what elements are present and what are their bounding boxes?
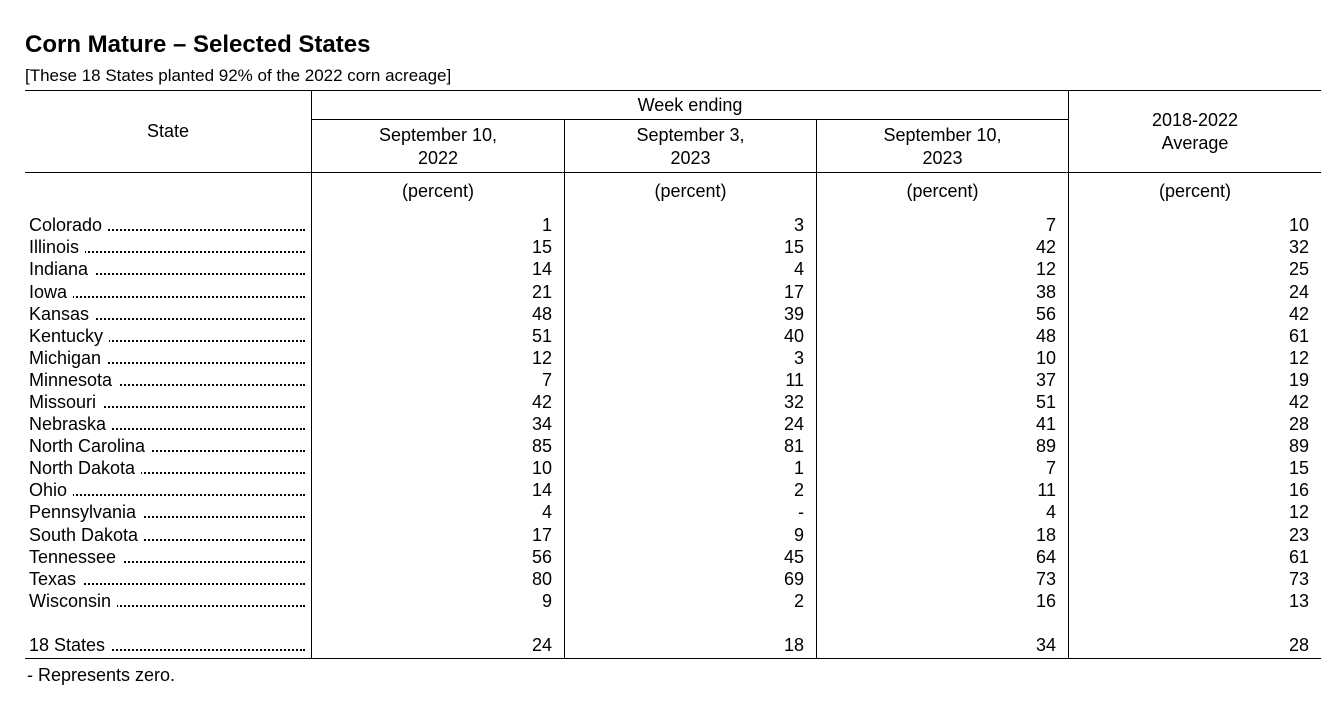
table-row	[0, 546, 1340, 568]
table-row	[0, 457, 1340, 479]
table-row	[0, 501, 1340, 523]
value-cell: 10	[1035, 348, 1056, 368]
value-cell: 42	[1288, 304, 1309, 324]
state-cell: North Dakota	[29, 457, 305, 479]
value-cell: 10	[1288, 215, 1309, 235]
value-cell: 1	[541, 215, 552, 235]
value-cell: 42	[1035, 237, 1056, 257]
value-cell: 40	[783, 326, 804, 346]
header-bottom-rule	[25, 172, 1321, 173]
value-cell: 24	[1288, 282, 1309, 302]
state-cell: North Carolina	[29, 435, 305, 457]
value-cell: 69	[783, 569, 804, 589]
state-cell: Ohio	[29, 479, 305, 501]
value-cell: 14	[531, 259, 552, 279]
state-cell: Nebraska	[29, 413, 305, 435]
value-cell: 56	[531, 547, 552, 567]
value-cell: 61	[1288, 326, 1309, 346]
value-cell: 81	[783, 436, 804, 456]
value-cell: 89	[1035, 436, 1056, 456]
table-row	[0, 391, 1340, 413]
state-cell: Kansas	[29, 303, 305, 325]
total-row	[0, 634, 1340, 656]
value-cell: 17	[531, 525, 552, 545]
table-row	[0, 214, 1340, 236]
value-cell: 73	[1035, 569, 1056, 589]
value-cell: 39	[783, 304, 804, 324]
state-cell: Illinois	[29, 236, 305, 258]
table-row	[0, 590, 1340, 612]
value-cell: 12	[1288, 502, 1309, 522]
table-row	[0, 236, 1340, 258]
value-cell: 4	[793, 259, 804, 279]
value-cell: 80	[531, 569, 552, 589]
value-cell: 13	[1288, 591, 1309, 611]
value-cell: 7	[541, 370, 552, 390]
value-cell: 11	[785, 370, 804, 390]
col-sep10-2022-header: September 10, 2022	[378, 125, 498, 168]
state-column-header: State	[146, 121, 190, 141]
value-cell: 3	[793, 215, 804, 235]
value-cell: 73	[1288, 569, 1309, 589]
value-cell: 15	[1288, 458, 1309, 478]
value-cell: 16	[1288, 480, 1309, 500]
value-cell: 32	[1288, 237, 1309, 257]
footnote: - Represents zero.	[27, 665, 176, 685]
state-cell: Kentucky	[29, 325, 305, 347]
value-cell: 24	[783, 414, 804, 434]
unit-label: (percent)	[654, 181, 727, 201]
value-cell: 85	[531, 436, 552, 456]
table-row	[0, 413, 1340, 435]
state-cell: Iowa	[29, 281, 305, 303]
table-bottom-rule	[25, 658, 1321, 659]
value-cell: 10	[531, 458, 552, 478]
state-cell: Indiana	[29, 258, 305, 280]
table-row	[0, 325, 1340, 347]
value-cell: 18	[1035, 525, 1056, 545]
value-cell: 21	[531, 282, 552, 302]
value-cell: 4	[1045, 502, 1056, 522]
state-cell: Tennessee	[29, 546, 305, 568]
value-cell: 34	[531, 414, 552, 434]
week-ending-header: Week ending	[637, 95, 743, 115]
value-cell: 38	[1035, 282, 1056, 302]
table-top-rule	[25, 90, 1321, 91]
col-sep10-2023-header: September 10, 2023	[883, 125, 1002, 168]
value-cell: 12	[531, 348, 552, 368]
value-cell: 28	[1288, 635, 1309, 655]
state-cell: Colorado	[29, 214, 305, 236]
unit-label: (percent)	[906, 181, 979, 201]
value-cell: 48	[531, 304, 552, 324]
value-cell: 45	[783, 547, 804, 567]
state-cell: Texas	[29, 568, 305, 590]
week-ending-rule	[312, 119, 1069, 120]
value-cell: 61	[1288, 547, 1309, 567]
state-cell: Pennsylvania	[29, 501, 305, 523]
col-sep3-2023-header: September 3, 2023	[636, 125, 745, 168]
page-title: Corn Mature – Selected States	[25, 31, 371, 58]
table-row	[0, 479, 1340, 501]
value-cell: 3	[793, 348, 804, 368]
value-cell: 42	[1288, 392, 1309, 412]
value-cell: 51	[1035, 392, 1056, 412]
value-cell: 9	[793, 525, 804, 545]
table-row	[0, 524, 1340, 546]
value-cell: 1	[793, 458, 804, 478]
state-cell: Missouri	[29, 391, 305, 413]
page-subtitle: [These 18 States planted 92% of the 2022 corn acreage]	[25, 66, 452, 85]
value-cell: 16	[1035, 591, 1056, 611]
value-cell: 15	[783, 237, 804, 257]
state-cell: Minnesota	[29, 369, 305, 391]
value-cell: 18	[783, 635, 804, 655]
value-cell: 17	[783, 282, 804, 302]
unit-label: (percent)	[401, 181, 475, 201]
value-cell: 11	[1037, 480, 1056, 500]
value-cell: 64	[1035, 547, 1056, 567]
value-cell: 48	[1035, 326, 1056, 346]
state-cell: Michigan	[29, 347, 305, 369]
value-cell: 9	[541, 591, 552, 611]
table-row	[0, 303, 1340, 325]
value-cell: 89	[1288, 436, 1309, 456]
value-cell: 2	[793, 591, 804, 611]
value-cell: 7	[1045, 215, 1056, 235]
value-cell: 25	[1288, 259, 1309, 279]
table-row	[0, 281, 1340, 303]
state-cell: South Dakota	[29, 524, 305, 546]
state-cell: 18 States	[29, 634, 305, 656]
value-cell: 15	[531, 237, 552, 257]
state-cell: Wisconsin	[29, 590, 305, 612]
value-cell: -	[798, 502, 804, 522]
value-cell: 37	[1035, 370, 1056, 390]
value-cell: 19	[1288, 370, 1309, 390]
value-cell: 56	[1035, 304, 1056, 324]
value-cell: 28	[1288, 414, 1309, 434]
value-cell: 42	[531, 392, 552, 412]
unit-label: (percent)	[1158, 181, 1232, 201]
value-cell: 2	[793, 480, 804, 500]
value-cell: 7	[1045, 458, 1056, 478]
value-cell: 24	[531, 635, 552, 655]
table-row	[0, 568, 1340, 590]
value-cell: 34	[1035, 635, 1056, 655]
table-row	[0, 347, 1340, 369]
table-row	[0, 435, 1340, 457]
table-row	[0, 258, 1340, 280]
value-cell: 23	[1288, 525, 1309, 545]
value-cell: 12	[1288, 348, 1309, 368]
table-row	[0, 369, 1340, 391]
value-cell: 4	[541, 502, 552, 522]
col-average-header: 2018-2022 Average	[1151, 110, 1239, 153]
value-cell: 14	[531, 480, 552, 500]
value-cell: 12	[1035, 259, 1056, 279]
value-cell: 41	[1035, 414, 1056, 434]
value-cell: 51	[531, 326, 552, 346]
value-cell: 32	[783, 392, 804, 412]
